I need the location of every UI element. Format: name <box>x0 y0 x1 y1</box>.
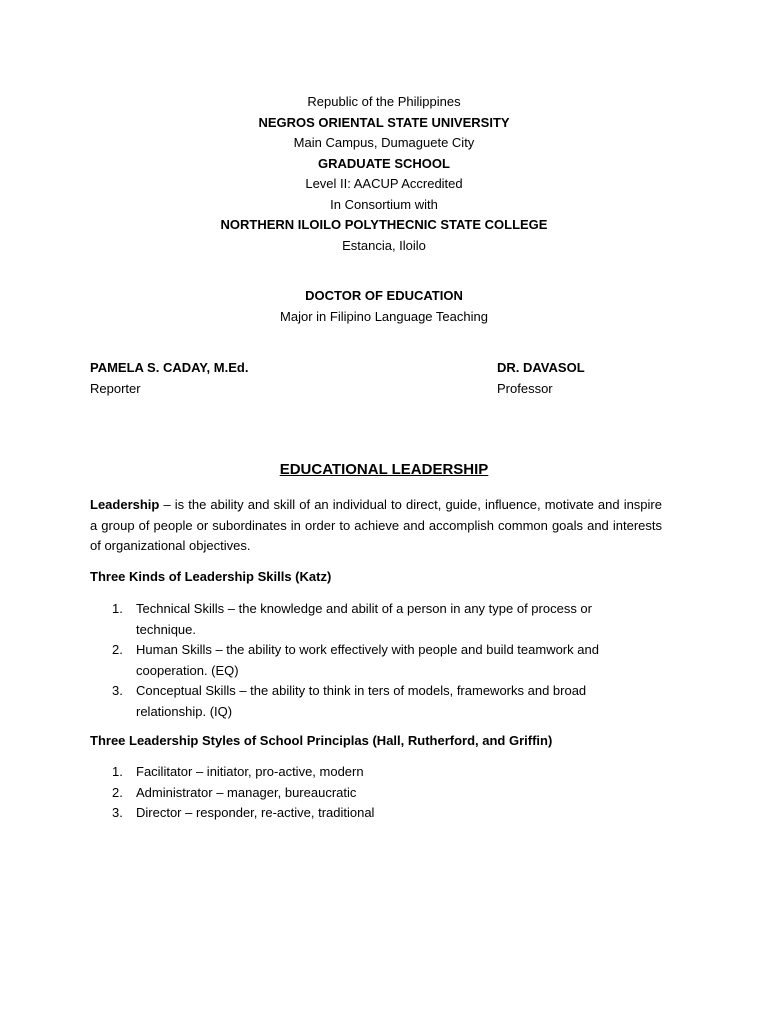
header-line-republic: Republic of the Philippines <box>307 94 461 109</box>
reporter-name: PAMELA S. CADAY, M.Ed. <box>90 360 249 375</box>
document-title: EDUCATIONAL LEADERSHIP <box>279 461 489 478</box>
list-item <box>90 599 650 640</box>
styles-heading: Three Leadership Styles of School Principlas (Hall, Rutherford, and Griffin) <box>90 733 553 748</box>
degree-title: DOCTOR OF EDUCATION <box>305 288 463 303</box>
professor-name: DR. DAVASOL <box>497 360 585 375</box>
list-item-text: Administrator – manager, bureaucratic <box>136 784 357 800</box>
professor-block <box>497 358 585 399</box>
header-line-consortium: In Consortium with <box>330 196 438 212</box>
skills-heading: Three Kinds of Leadership Skills (Katz) <box>90 569 332 584</box>
list-item-number: 3. <box>112 805 123 820</box>
list-item-number: 2. <box>112 784 123 800</box>
header-line-university: NEGROS ORIENTAL STATE UNIVERSITY <box>258 114 510 130</box>
header-line-graduate-school: GRADUATE SCHOOL <box>318 155 450 171</box>
definition-text: – is the ability and skill of an individual to direct, guide, influence, motivate and inspire a group of people or subordinates in order to achieve and accomplish common goals and interests of organizational objectives. <box>90 497 662 553</box>
list-item-text: Conceptual Skills – the ability to think in ters of models, frameworks and broad relationship. (IQ) <box>136 683 587 719</box>
list-item <box>90 640 650 681</box>
reporter-block <box>90 358 248 399</box>
leadership-definition <box>90 495 662 557</box>
list-item-text: Director – responder, re-active, traditional <box>136 805 375 820</box>
header-line-accreditation: Level II: AACUP Accredited <box>305 176 463 191</box>
list-item-number: 1. <box>112 601 123 616</box>
header-line-campus: Main Campus, Dumaguete City <box>293 135 475 150</box>
list-item-number: 1. <box>112 764 123 779</box>
definition-term: Leadership <box>90 497 160 512</box>
header-line-location: Estancia, Iloilo <box>342 237 426 253</box>
professor-role: Professor <box>497 380 553 396</box>
list-item-text: Human Skills – the ability to work effectively with people and build teamwork and cooperation. (EQ) <box>136 642 599 678</box>
list-item <box>90 762 650 783</box>
skills-list <box>90 599 650 722</box>
degree-info <box>0 286 768 328</box>
reporter-role: Reporter <box>90 380 141 396</box>
header-line-partner-college: NORTHERN ILOILO POLYTHECNIC STATE COLLEGE <box>220 217 548 232</box>
list-item-number: 2. <box>112 642 123 657</box>
list-item <box>90 681 650 722</box>
degree-major: Major in Filipino Language Teaching <box>280 309 488 324</box>
list-item-number: 3. <box>112 683 123 698</box>
styles-list <box>90 762 650 824</box>
institution-header <box>0 92 768 256</box>
list-item-text: Technical Skills – the knowledge and abilit of a person in any type of process or technique. <box>136 601 592 637</box>
list-item <box>90 783 650 804</box>
list-item-text: Facilitator – initiator, pro-active, modern <box>136 764 364 779</box>
list-item <box>90 803 650 824</box>
